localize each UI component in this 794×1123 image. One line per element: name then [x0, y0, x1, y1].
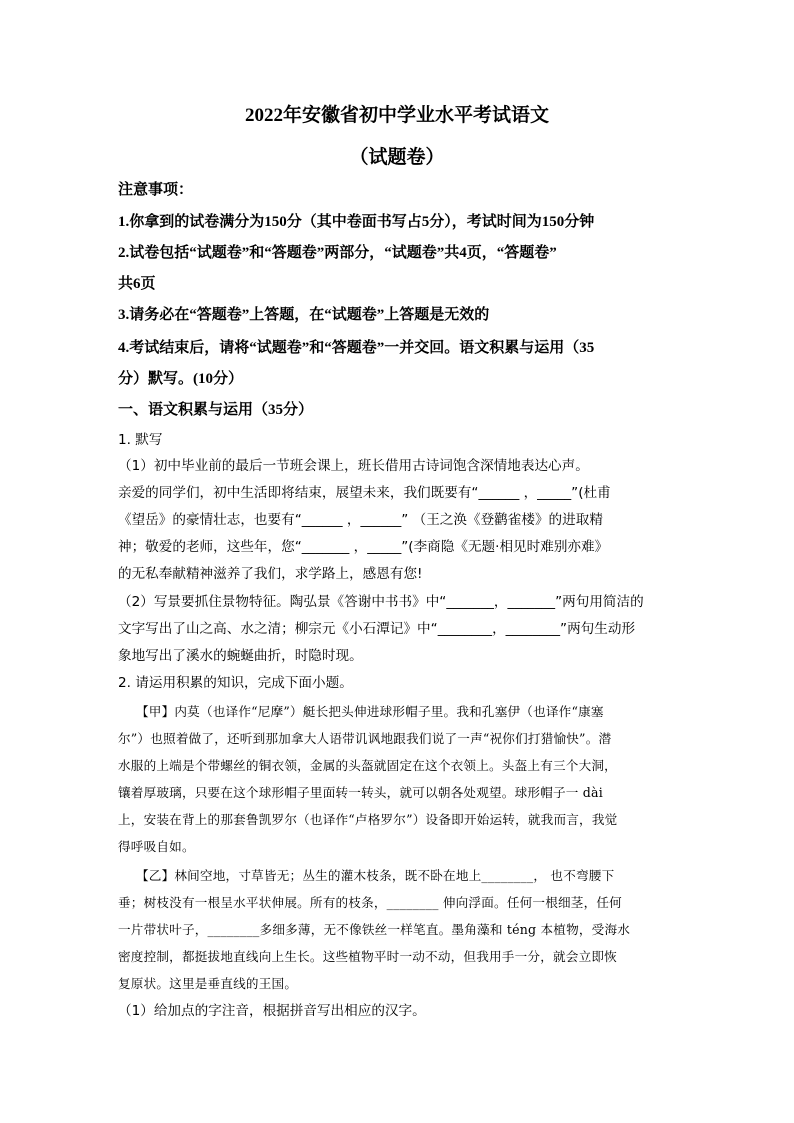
- passage-yi-line: 复原状。这里是垂直线的王国。: [118, 976, 298, 991]
- question-1-1-line: 的无私奉献精神滋养了我们，求学路上，感恩有您!: [118, 566, 423, 582]
- question-1-2-line: 象地写出了溪水的蜿蜒曲折，时隐时现。: [118, 648, 363, 664]
- notice-item-4: 4.考试结束后，请将“试题卷”和“答题卷”一并交回。语文积累与运用（35: [118, 340, 595, 356]
- question-1-2-line: 文字写出了山之高、水之清；柳宗元《小石潭记》中“________，________”两句生动形: [118, 621, 636, 637]
- passage-jia-line: 尔”）也照着做了，还听到那加拿大人语带讥讽地跟我们说了一声“祝你们打猎愉快”。潜: [118, 731, 612, 746]
- passage-yi-line: 密度控制，都挺拔地直线向上生长。这些植物平时一动不动，但我用手一分，就会立即恢: [118, 949, 617, 964]
- question-2-1: （1）给加点的字注音，根据拼音写出相应的汉字。: [118, 1003, 426, 1019]
- notice-item-3: 3.请务必在“答题卷”上答题，在“试题卷”上答题是无效的: [118, 307, 490, 323]
- passage-jia-line: 得呼吸自如。: [118, 839, 195, 854]
- passage-jia-line: 上，安装在背上的那套鲁凯罗尔（也译作“卢格罗尔”）设备即开始运转，就我而言，我觉: [118, 812, 618, 827]
- question-1-1-intro: （1）初中毕业前的最后一节班会课上，班长借用古诗词饱含深情地表达心声。: [118, 458, 589, 474]
- notice-item-2: 2.试卷包括“试题卷”和“答题卷”两部分，“试题卷”共4页，“答题卷”: [118, 245, 557, 261]
- question-1-label: 1. 默写: [118, 432, 163, 448]
- passage-yi-line: 【乙】林间空地，寸草皆无；丛生的灌木枝条，既不卧在地上________， 也不弯腰下: [136, 868, 615, 883]
- question-1-1-line: 神；敬爱的老师，这些年，您“_______ ，_____”(李商隐《无题·相见时难别亦难》: [118, 539, 609, 555]
- passage-jia-line: 水服的上端是个带螺丝的铜衣领，金属的头盔就固定在这个衣领上。头盔上有三个大洞，: [118, 758, 617, 773]
- question-1-1-line: 亲爱的同学们，初中生活即将结束，展望未来，我们既要有“______ ，_____”(杜甫: [118, 485, 611, 501]
- notice-item-2-cont: 共6页: [118, 276, 156, 292]
- question-1-1-line: 《望岳》的豪情壮志，也要有“______ ，______” （王之涣《登鹳雀楼》的进取精: [118, 512, 603, 528]
- question-1-2-line: （2）写景要抓住景物特征。陶弘景《答谢中书书》中“_______，_______”两句用简洁的: [118, 594, 644, 610]
- passage-yi-line: 垂；树枝没有一根呈水平状伸展。所有的枝条，________ 伸向浮面。任何一根细茎，任何: [118, 895, 622, 910]
- page-subtitle: （试题卷）: [349, 147, 445, 168]
- passage-yi-line: 一片带状叶子，________多细多薄，无不像铁丝一样笔直。墨角藻和 téng 本植物，受海水: [118, 922, 631, 937]
- section-heading: 一、语文积累与运用（35分）: [118, 402, 314, 418]
- page-title: 2022年安徽省初中学业水平考试语文: [244, 105, 549, 126]
- question-2-label: 2. 请运用积累的知识，完成下面小题。: [118, 675, 353, 691]
- notice-item-1: 1.你拿到的试卷满分为150分（其中卷面书写占5分），考试时间为150分钟: [118, 214, 595, 230]
- passage-jia-line: 【甲】内莫（也译作“尼摩”）艇长把头伸进球形帽子里。我和孔塞伊（也译作“康塞: [136, 704, 604, 719]
- notice-item-4-cont: 分）默写。(10分）: [118, 371, 243, 387]
- notice-heading: 注意事项：: [118, 182, 194, 198]
- passage-jia-line: 镶着厚玻璃，只要在这个球形帽子里面转一转头，就可以朝各处观望。球形帽子一 dài: [118, 785, 603, 800]
